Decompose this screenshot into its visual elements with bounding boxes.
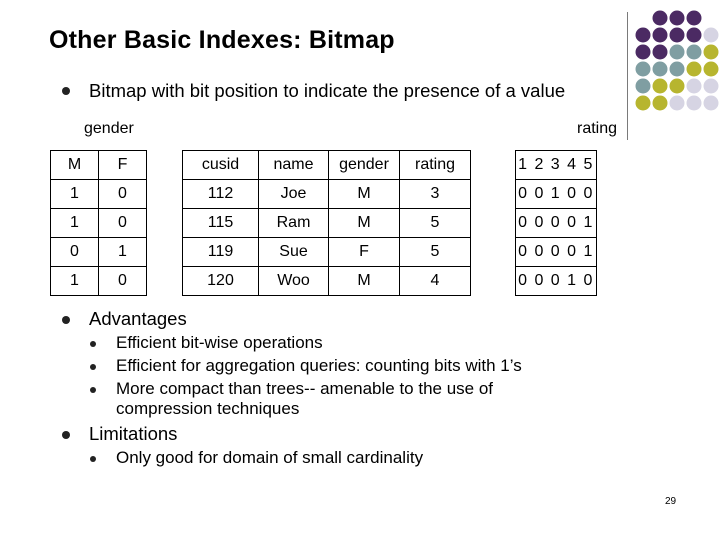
advantage-item: Efficient for aggregation queries: counting bits with 1’s	[116, 356, 522, 375]
advantage-item-continued: compression techniques	[116, 399, 300, 418]
table-cell: 0	[99, 267, 147, 296]
decor-dot	[636, 79, 651, 94]
decor-dot	[687, 45, 702, 60]
table-cell: 0 0 1 0 0	[516, 180, 597, 209]
table-cell: 0	[99, 209, 147, 238]
gender-bitmap-header: M	[51, 151, 99, 180]
decor-dot	[636, 96, 651, 111]
decor-dot	[687, 11, 702, 26]
sub-bullet-icon	[90, 387, 96, 393]
table-row	[51, 180, 147, 209]
decor-dot	[687, 79, 702, 94]
table-row	[183, 209, 471, 238]
gender-label: gender	[84, 120, 134, 137]
limitation-item: Only good for domain of small cardinality	[116, 448, 424, 467]
table-cell: Sue	[259, 238, 329, 267]
limitations-heading: Limitations	[89, 423, 178, 444]
advantage-item: More compact than trees-- amenable to the use of	[116, 379, 494, 398]
table-cell: Joe	[259, 180, 329, 209]
gender-bitmap-table	[50, 150, 147, 296]
bullet-icon	[62, 431, 70, 439]
decor-dot	[653, 79, 668, 94]
table-cell: M	[329, 180, 400, 209]
decor-dot	[704, 96, 719, 111]
table-row	[516, 238, 597, 267]
table-cell: 0	[99, 180, 147, 209]
table-cell: 1	[51, 267, 99, 296]
relation-header: cusid	[183, 151, 259, 180]
decor-dot	[670, 79, 685, 94]
slide-title: Other Basic Indexes: Bitmap	[49, 26, 395, 54]
decor-dot	[704, 45, 719, 60]
decor-dot	[636, 62, 651, 77]
table-cell: M	[329, 267, 400, 296]
sub-bullet-icon	[90, 341, 96, 347]
rating-label: rating	[577, 120, 618, 137]
decor-dot	[687, 96, 702, 111]
relation-header: name	[259, 151, 329, 180]
bullet-icon	[62, 316, 70, 324]
table-cell: 0 0 0 0 1	[516, 209, 597, 238]
table-cell: 119	[183, 238, 259, 267]
decor-dot	[653, 11, 668, 26]
table-row	[51, 267, 147, 296]
decor-dot	[636, 45, 651, 60]
rating-bitmap-header: 1 2 3 4 5	[516, 151, 597, 180]
decor-dot	[704, 62, 719, 77]
table-cell: 3	[400, 180, 471, 209]
table-cell: 0 0 0 0 1	[516, 238, 597, 267]
table-cell: 115	[183, 209, 259, 238]
decor-vertical-line	[627, 12, 628, 140]
rating-bitmap-table	[515, 150, 597, 296]
table-cell: 0	[51, 238, 99, 267]
relation-header: rating	[400, 151, 471, 180]
decor-dot	[670, 62, 685, 77]
table-cell: Ram	[259, 209, 329, 238]
table-cell: 120	[183, 267, 259, 296]
decor-dot	[687, 62, 702, 77]
decor-dot	[704, 28, 719, 43]
gender-bitmap-header: F	[99, 151, 147, 180]
decor-dot	[670, 11, 685, 26]
table-row	[183, 238, 471, 267]
table-cell: 1	[99, 238, 147, 267]
table-row	[516, 267, 597, 296]
table-cell: F	[329, 238, 400, 267]
table-row	[51, 209, 147, 238]
table-row	[516, 180, 597, 209]
decor-dot	[636, 28, 651, 43]
decor-dot-grid	[0, 0, 720, 120]
decor-dot	[670, 45, 685, 60]
table-cell: 1	[51, 180, 99, 209]
table-cell: 112	[183, 180, 259, 209]
sub-bullet-icon	[90, 364, 96, 370]
table-row	[51, 238, 147, 267]
table-row	[183, 267, 471, 296]
decor-dot	[670, 28, 685, 43]
table-cell: Woo	[259, 267, 329, 296]
table-cell: 1	[51, 209, 99, 238]
decor-dot	[704, 79, 719, 94]
advantage-item: Efficient bit-wise operations	[116, 333, 323, 352]
decor-dot	[687, 28, 702, 43]
decor-dot	[653, 28, 668, 43]
table-row	[183, 180, 471, 209]
relation-table	[182, 150, 471, 296]
relation-header: gender	[329, 151, 400, 180]
sub-bullet-icon	[90, 456, 96, 462]
page-number: 29	[665, 496, 677, 507]
decor-dot	[653, 96, 668, 111]
table-cell: 0 0 0 1 0	[516, 267, 597, 296]
advantages-heading: Advantages	[89, 308, 187, 329]
decor-dot	[670, 96, 685, 111]
table-cell: 5	[400, 238, 471, 267]
table-row	[516, 209, 597, 238]
intro-text: Bitmap with bit position to indicate the presence of a value	[89, 80, 566, 101]
bullet-icon	[62, 87, 70, 95]
table-cell: M	[329, 209, 400, 238]
table-cell: 4	[400, 267, 471, 296]
decor-dot	[653, 62, 668, 77]
table-cell: 5	[400, 209, 471, 238]
decor-dot	[653, 45, 668, 60]
